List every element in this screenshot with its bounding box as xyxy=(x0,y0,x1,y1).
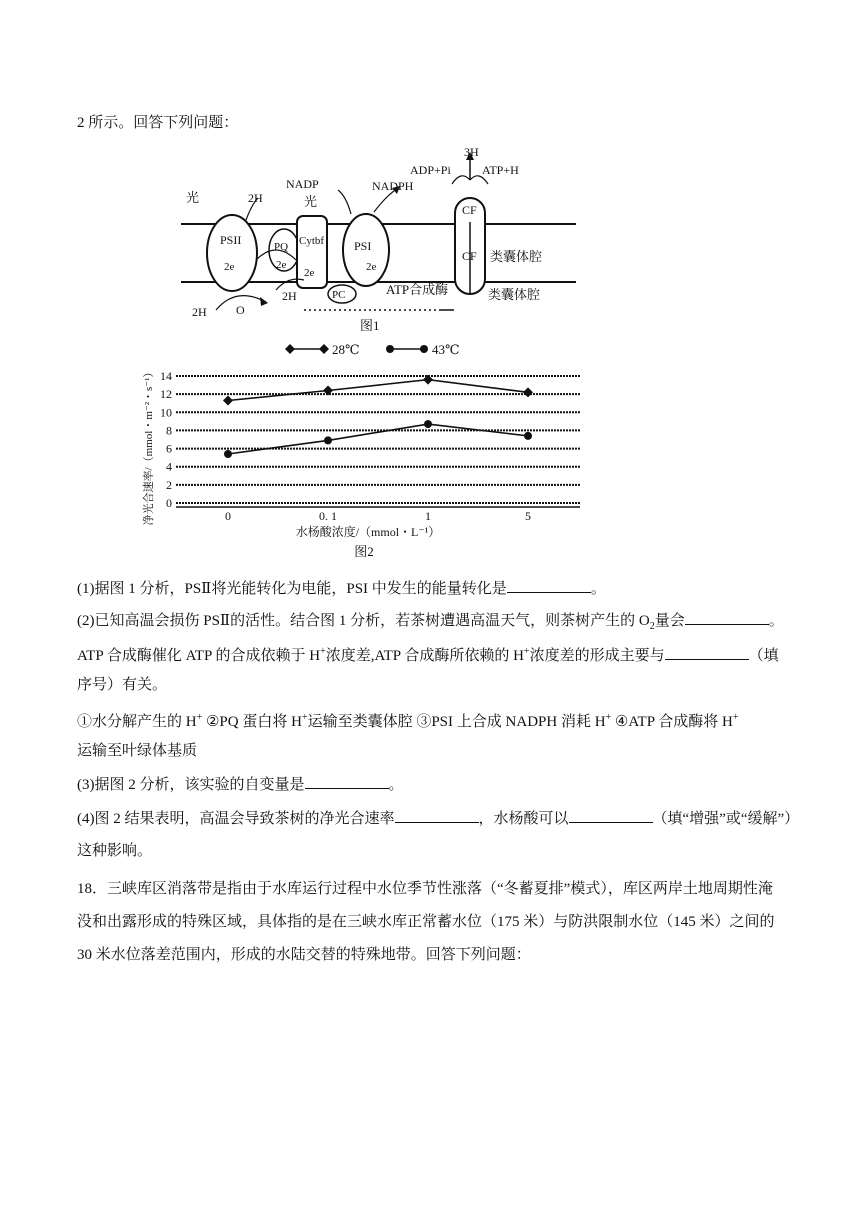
h2-bottom-label: 2H xyxy=(282,289,297,303)
question-1: (1)据图 1 分析，PSⅡ将光能转化为电能，PSI 中发生的能量转化是 。 xyxy=(77,578,606,599)
y-tick-label: 10 xyxy=(160,405,172,420)
x-tick-label: 1 xyxy=(425,509,431,523)
h3-label: 3H xyxy=(464,145,479,159)
y-tick-label: 6 xyxy=(166,441,172,456)
lumen-upper-label: 类囊体腔 xyxy=(490,249,543,264)
figure2-caption: 图2 xyxy=(354,544,374,559)
question-3: (3)据图 2 分析，该实验的自变量是 。 xyxy=(77,774,404,795)
y-tick-label: 2 xyxy=(166,477,172,492)
y-tick-label: 12 xyxy=(160,387,172,402)
legend-label: 43℃ xyxy=(432,342,460,357)
water-label: 2H xyxy=(192,305,207,319)
question-2-options: ①水分解产生的 H+ ②PQ 蛋白将 H+运输至类囊体腔 ③PSI 上合成 NADPH 消耗 H+ ④ATP 合成酶将 H+ xyxy=(77,712,739,730)
x-tick-label: 0 xyxy=(225,509,231,523)
legend-marker xyxy=(285,344,295,354)
question-18-line2: 没和出露形成的特殊区域，具体指的是在三峡水库正常蓄水位（175 米）与防洪限制水位（145 米）之间的 xyxy=(77,914,775,930)
pq-label: PQ xyxy=(274,241,289,253)
h2-top-label: 2H xyxy=(248,191,263,205)
question-2-line3: 序号）有关。 xyxy=(77,677,168,693)
intro-text: 2 所示。回答下列问题： xyxy=(77,115,239,131)
y-axis-label: 净光合速率/（mmol・m⁻²・s⁻¹） xyxy=(143,366,155,526)
data-point xyxy=(424,420,432,428)
o2-label: O xyxy=(236,303,245,317)
nadp-label: NADP xyxy=(286,177,319,191)
x-axis-label: 水杨酸浓度/（mmol・L⁻¹） xyxy=(295,525,441,539)
question-4-line2: 这种影响。 xyxy=(77,843,153,859)
light-left-label: 光 xyxy=(186,190,200,205)
cf1-label: CF xyxy=(462,203,477,217)
blank-6[interactable] xyxy=(569,808,653,823)
blank-1[interactable] xyxy=(507,578,591,593)
question-18-line3: 30 米水位落差范围内，形成的水陆交替的特殊地带。回答下列问题： xyxy=(77,947,531,963)
question-2-line2: ATP 合成酶催化 ATP 的合成依赖于 H+浓度差,ATP 合成酶所依赖的 H+浓度差的形成主要与 （填 xyxy=(77,646,779,664)
synthase-label: ATP合成酶 xyxy=(386,282,449,297)
legend-marker xyxy=(420,345,428,353)
legend-marker xyxy=(386,345,394,353)
figure2-chart xyxy=(140,338,590,562)
atp-label: ATP+H xyxy=(482,163,519,177)
y-tick-label: 0 xyxy=(166,496,172,510)
adp-label: ADP+Pi xyxy=(410,163,451,177)
figure1-diagram xyxy=(176,140,596,336)
series-line xyxy=(228,380,528,401)
light-mid-label: 光 xyxy=(304,194,318,209)
y-tick-label: 4 xyxy=(166,459,172,474)
data-point xyxy=(324,436,332,444)
x-tick-label: 5 xyxy=(525,509,531,523)
e-label-3: 2e xyxy=(304,267,315,279)
data-point xyxy=(223,395,233,405)
blank-3[interactable] xyxy=(665,645,749,660)
legend-label: 28℃ xyxy=(332,342,360,357)
e-label-1: 2e xyxy=(224,261,235,273)
y-tick-label: 14 xyxy=(160,369,172,383)
cf0-label: CF xyxy=(462,249,477,263)
blank-2[interactable] xyxy=(685,610,769,625)
lumen-lower-label: 类囊体腔 xyxy=(488,287,541,302)
question-2-line1: (2)已知高温会损伤 PSⅡ的活性。结合图 1 分析，若茶树遭遇高温天气，则茶树产生的 $O_2$量会 。 xyxy=(77,610,784,637)
question-4: (4)图 2 结果表明，高温会导致茶树的净光合速率 ，水杨酸可以 （填“增强”或“缓解”） xyxy=(77,808,799,829)
ps1-label: PSI xyxy=(354,239,372,253)
data-point xyxy=(224,450,232,458)
ps2-label: PSII xyxy=(220,233,242,247)
question-18-line1: 18．三峡库区消落带是指由于水库运行过程中水位季节性涨落（“冬蓄夏排”模式），库区两岸土地周期性淹 xyxy=(77,881,773,897)
blank-4[interactable] xyxy=(305,774,389,789)
nadph-label: NADPH xyxy=(372,179,414,193)
figure1-caption: 图1 xyxy=(360,318,380,333)
cytbf-label: Cytbf xyxy=(299,235,325,247)
e-label-2: 2e xyxy=(276,259,287,271)
x-tick-label: 0. 1 xyxy=(319,509,337,523)
pc-label: PC xyxy=(332,289,346,301)
data-point xyxy=(523,387,533,397)
legend-marker xyxy=(319,344,329,354)
y-tick-label: 8 xyxy=(166,423,172,438)
blank-5[interactable] xyxy=(395,808,479,823)
data-point xyxy=(524,432,532,440)
e-label-4: 2e xyxy=(366,261,377,273)
question-2-options-cont: 运输至叶绿体基质 xyxy=(77,743,198,759)
ps2-complex xyxy=(207,215,257,291)
